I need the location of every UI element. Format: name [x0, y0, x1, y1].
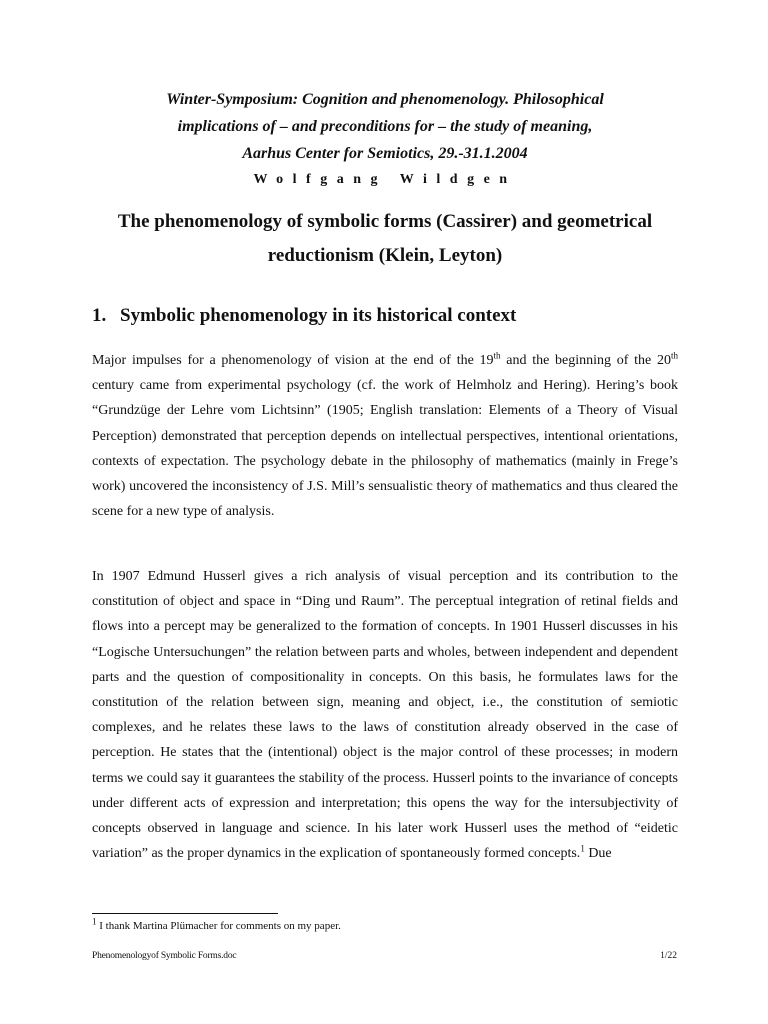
author-name: Wolfgang Wildgen [253, 172, 517, 187]
paragraph-1-text-a: Major impulses for a phenomenology of vision at the end of the 19 [92, 353, 494, 368]
symposium-header-line-3: Aarhus Center for Semiotics, 29.-31.1.2004 [242, 145, 528, 162]
paper-title-line-1: The phenomenology of symbolic forms (Cassirer) and geometrical [117, 211, 653, 232]
paragraph-2 [92, 564, 678, 866]
paragraph-1-text-c: century came from experimental psychology (cf. the work of Helmholz and Hering). Hering’s book “Grundzüge der Lehre vom Lichtsinn” (1905; English translation: Elements of a Theory of Visual Perception) demonstrated that perception depends on intellectual perspectives, intentional orientations, contexts of expectation. The psychology debate in the philosophy of mathematics (mainly in Frege’s work) uncovered the inconsistency of J.S. Mill’s sensualistic theory of mathematics and thus cleared the scene for a new type of analysis. [92, 378, 678, 520]
footnote-divider [92, 913, 278, 914]
paragraph-1 [92, 348, 678, 524]
paper-title-line-2: reductionism (Klein, Leyton) [267, 245, 503, 266]
paper-title [80, 205, 690, 273]
symposium-header-line-1: Winter-Symposium: Cognition and phenomenology. Philosophical [166, 91, 604, 108]
footer-filename: Phenomenologyof Symbolic Forms.doc [92, 951, 237, 961]
footer-page-number: 1/22 [660, 951, 677, 961]
footnote [92, 918, 341, 934]
symposium-header [92, 86, 678, 167]
symposium-header-line-2: implications of – and preconditions for – the study of meaning, [177, 118, 593, 135]
superscript-th: th [670, 350, 678, 361]
section-heading [92, 303, 516, 329]
footnote-reference[interactable]: 1 [580, 843, 585, 854]
paragraph-2-text: In 1907 Edmund Husserl gives a rich analysis of visual perception and its contribution to the constitution of object and space in “Ding und Raum”. The perceptual integration of retinal fields and flows into a percept may be generalized to the formation of concepts. In 1901 Husserl discusses in his “Logische Untersuchungen” the relation between parts and wholes, between independent and dependent parts and the question of compositionality in concepts. On this basis, he formulates laws for the constitution of the relation between sign, meaning and object, i.e., the constitution of semiotic complexes, and he relates these laws to the laws of constitution already observed in the case of perception. He states that the (intentional) object is the major control of these processes; in modern terms we could say it guarantees the stability of the process. Husserl points to the invariance of concepts under different acts of expression and interpretation; this opens the way for the intersubjectivity of concepts observed in language and science. In his later work Husserl uses the method of “eidetic variation” as the proper dynamics in the explication of spontaneously formed concepts. [92, 569, 678, 862]
superscript-th: th [493, 350, 501, 361]
paragraph-2-tail: Due [584, 846, 612, 862]
footnote-marker: 1 [92, 916, 97, 927]
section-title: Symbolic phenomenology in its historical context [120, 305, 517, 326]
section-number: 1. [92, 305, 107, 326]
footnote-text: I thank Martina Plümacher for comments on my paper. [96, 920, 341, 932]
paragraph-1-text-b: and the beginning of the 20 [500, 353, 671, 368]
